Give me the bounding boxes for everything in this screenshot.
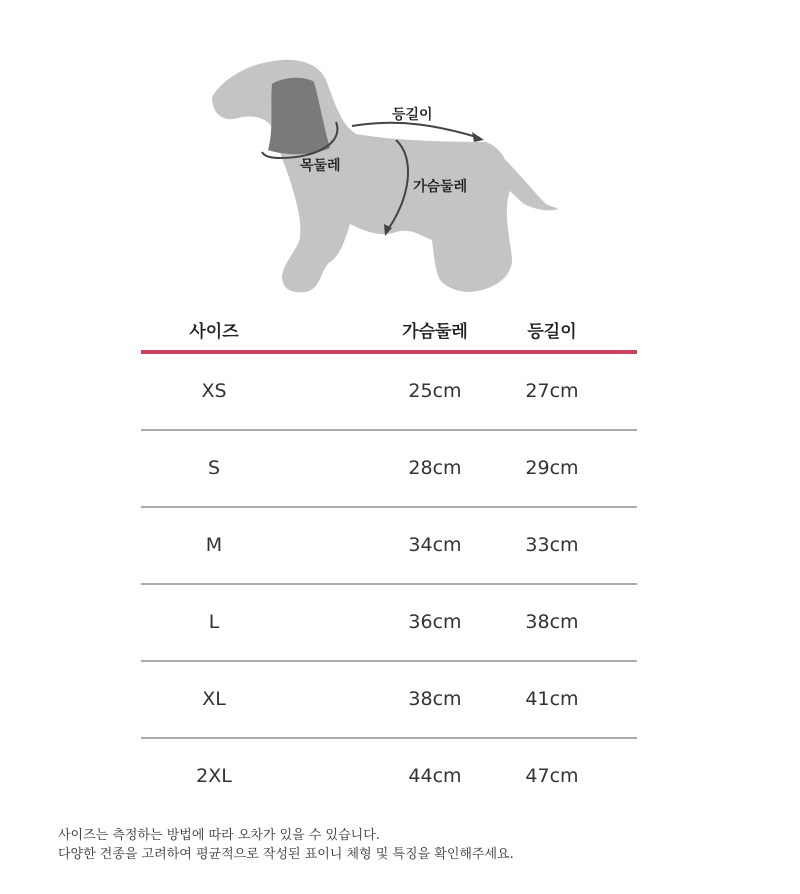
header-back: 등길이 [527, 322, 577, 342]
back-measure-line [352, 123, 480, 138]
table-row [141, 739, 637, 814]
size-cell: XS [201, 380, 227, 402]
chest-cell: 25cm [408, 380, 462, 402]
breed-note: 다양한 견종을 고려하여 평균적으로 작성된 표이니 체형 및 특징을 확인해주세요. [58, 847, 514, 862]
table-row [141, 508, 637, 585]
size-cell: M [205, 534, 223, 556]
back-cell: 38cm [525, 611, 579, 633]
table-row [141, 431, 637, 508]
table-row [141, 585, 637, 662]
back-cell: 41cm [525, 688, 579, 710]
dog-silhouette-illustration [0, 0, 800, 300]
chest-cell: 36cm [408, 611, 462, 633]
back-cell: 29cm [525, 457, 579, 479]
header-size: 사이즈 [189, 322, 239, 342]
size-chart-table [141, 300, 637, 814]
chest-cell: 28cm [408, 457, 462, 479]
neck-girth-label: 목둘레 [300, 158, 341, 174]
back-length-label: 등길이 [392, 107, 433, 123]
back-cell: 47cm [525, 765, 579, 787]
size-cell: 2XL [196, 765, 232, 787]
table-row [141, 354, 637, 431]
table-row [141, 662, 637, 739]
header-chest: 가슴둘레 [402, 322, 468, 342]
table-header [141, 300, 637, 354]
back-cell: 27cm [525, 380, 579, 402]
size-cell: S [207, 457, 221, 479]
size-cell: XL [202, 688, 226, 710]
chest-girth-label: 가슴둘레 [413, 179, 468, 195]
back-arrowhead [472, 132, 484, 142]
measurement-note: 사이즈는 측정하는 방법에 따라 오차가 있을 수 있습니다. [58, 828, 380, 843]
chest-cell: 44cm [408, 765, 462, 787]
size-cell: L [208, 611, 220, 633]
chest-cell: 38cm [408, 688, 462, 710]
dog-measurement-diagram [0, 0, 800, 300]
back-cell: 33cm [525, 534, 579, 556]
chest-cell: 34cm [408, 534, 462, 556]
